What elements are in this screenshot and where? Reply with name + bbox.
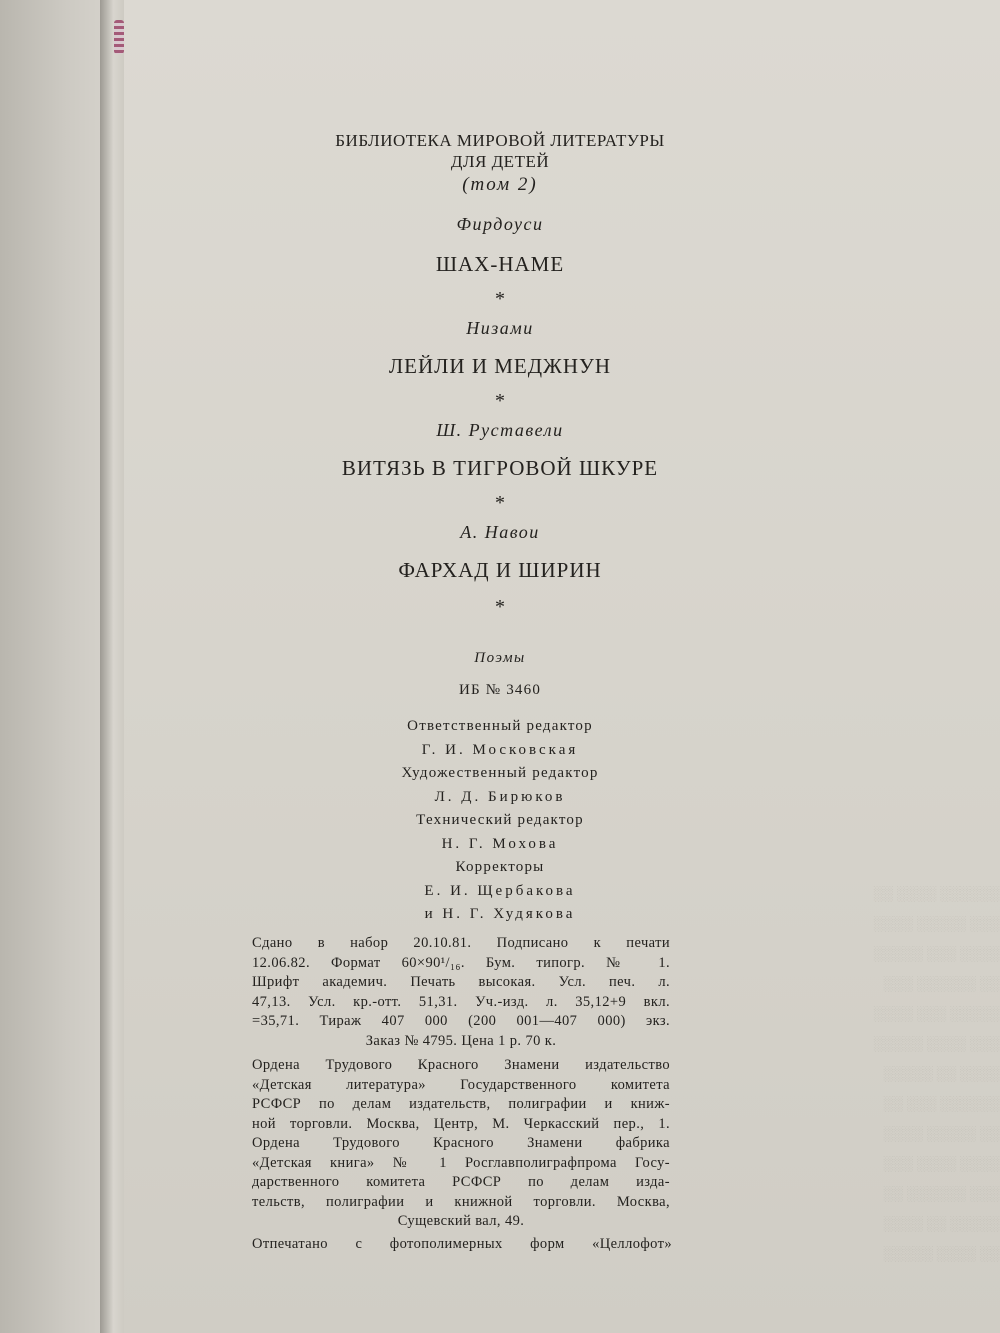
author-rustaveli: Ш. Руставели bbox=[436, 420, 564, 440]
publisher-line: дарственного комитета РСФСР по делам изда- bbox=[252, 1174, 670, 1190]
credit-name-second-corrector: и Н. Г. Худякова bbox=[424, 906, 576, 922]
separator-star: * bbox=[495, 596, 505, 618]
show-through-text: ░░░░░░ ░░░░ ░░ ░░░ ░░░░░ ░░░░ ░░░░ ░░░ ░░░░░ ░░ ░░░░░░ ░░░ ░░░░░ ░░░ ░░░░ ░░░ ░░░░ ░░░░░ ░░░░ ░░ ░░░░░ ░░░░░░ ░░░ ░░ ░░ ░░░░░ ░░░░ ░░░░ ░░░░ ░░░ ░░░ ░░░░░░ ░░ ░░░░░ ░░ ░░░░ ░░ ░░░░ ░░░░░ bbox=[873, 887, 1000, 1262]
publisher-line: «Детская книга» № 1 Росглавполиграфпрома Госу- bbox=[252, 1154, 670, 1171]
publisher-line: Ордена Трудового Красного Знамени издательство bbox=[252, 1057, 670, 1073]
imprint-line: Заказ № 4795. Цена 1 р. 70 к. bbox=[365, 1032, 557, 1049]
credit-role: Ответственный редактор bbox=[407, 718, 593, 734]
imprint-line: 47,13. Усл. кр.-отт. 51,31. Уч.-изд. л. 35,12+9 вкл. bbox=[252, 993, 670, 1010]
series-line-2: ДЛЯ ДЕТЕЙ bbox=[450, 152, 550, 171]
printed-note: Отпечатано с фотополимерных форм «Целлофот» bbox=[252, 1236, 672, 1252]
publisher-line: РСФСР по делам издательств, полиграфии и книж- bbox=[252, 1096, 670, 1112]
ib-number: ИБ № 3460 bbox=[458, 682, 542, 698]
publisher-line: «Детская литература» Государственного комитета bbox=[252, 1076, 670, 1093]
publisher-line: Ордена Трудового Красного Знамени фабрика bbox=[252, 1135, 670, 1151]
publisher-block bbox=[252, 1056, 670, 1232]
work-title-leyli: ЛЕЙЛИ И МЕДЖНУН bbox=[388, 354, 612, 378]
credit-role: Технический редактор bbox=[416, 812, 584, 828]
imprint-block bbox=[252, 934, 670, 1051]
imprint-line: =35,71. Тираж 407 000 (200 001—407 000) экз. bbox=[252, 1013, 670, 1029]
imprint-line: Шрифт академич. Печать высокая. Усл. печ. л. bbox=[252, 974, 670, 990]
credit-role: Художественный редактор bbox=[401, 765, 599, 781]
series-title bbox=[0, 130, 1000, 172]
genre-label: Поэмы bbox=[474, 650, 526, 666]
imprint-line: 12.06.82. Формат 60×90¹/₁₆. Бум. типогр. № 1. bbox=[252, 954, 670, 971]
series-line-1: БИБЛИОТЕКА МИРОВОЙ ЛИТЕРАТУРЫ bbox=[335, 131, 665, 150]
work-title-vityaz: ВИТЯЗЬ В ТИГРОВОЙ ШКУРЕ bbox=[341, 456, 659, 480]
binding-thread bbox=[114, 20, 124, 54]
work-title-shahname: ШАХ-НАМЕ bbox=[435, 252, 565, 276]
imprint-line: Сдано в набор 20.10.81. Подписано к печати bbox=[252, 935, 670, 951]
author-nizami: Низами bbox=[466, 318, 534, 338]
volume-label: (том 2) bbox=[462, 174, 538, 195]
credit-name: Л. Д. Бирюков bbox=[434, 789, 566, 805]
separator-star: * bbox=[495, 288, 505, 310]
separator-star: * bbox=[495, 390, 505, 412]
publisher-line: ной торговли. Москва, Центр, М. Черкасский пер., 1. bbox=[252, 1115, 670, 1132]
separator-star: * bbox=[495, 492, 505, 514]
credit-name: Г. И. Московская bbox=[421, 742, 579, 758]
credit-name: Н. Г. Мохова bbox=[441, 836, 559, 852]
publisher-line: тельств, полиграфии и книжной торговли. Москва, bbox=[252, 1193, 670, 1210]
author-firdousi: Фирдоуси bbox=[456, 214, 544, 234]
publisher-line: Сущевский вал, 49. bbox=[397, 1213, 525, 1229]
credit-role: Корректоры bbox=[455, 859, 545, 875]
author-navoi: А. Навои bbox=[460, 522, 540, 542]
work-title-farhad: ФАРХАД И ШИРИН bbox=[398, 558, 602, 582]
credit-name: Е. И. Щербакова bbox=[424, 883, 576, 899]
